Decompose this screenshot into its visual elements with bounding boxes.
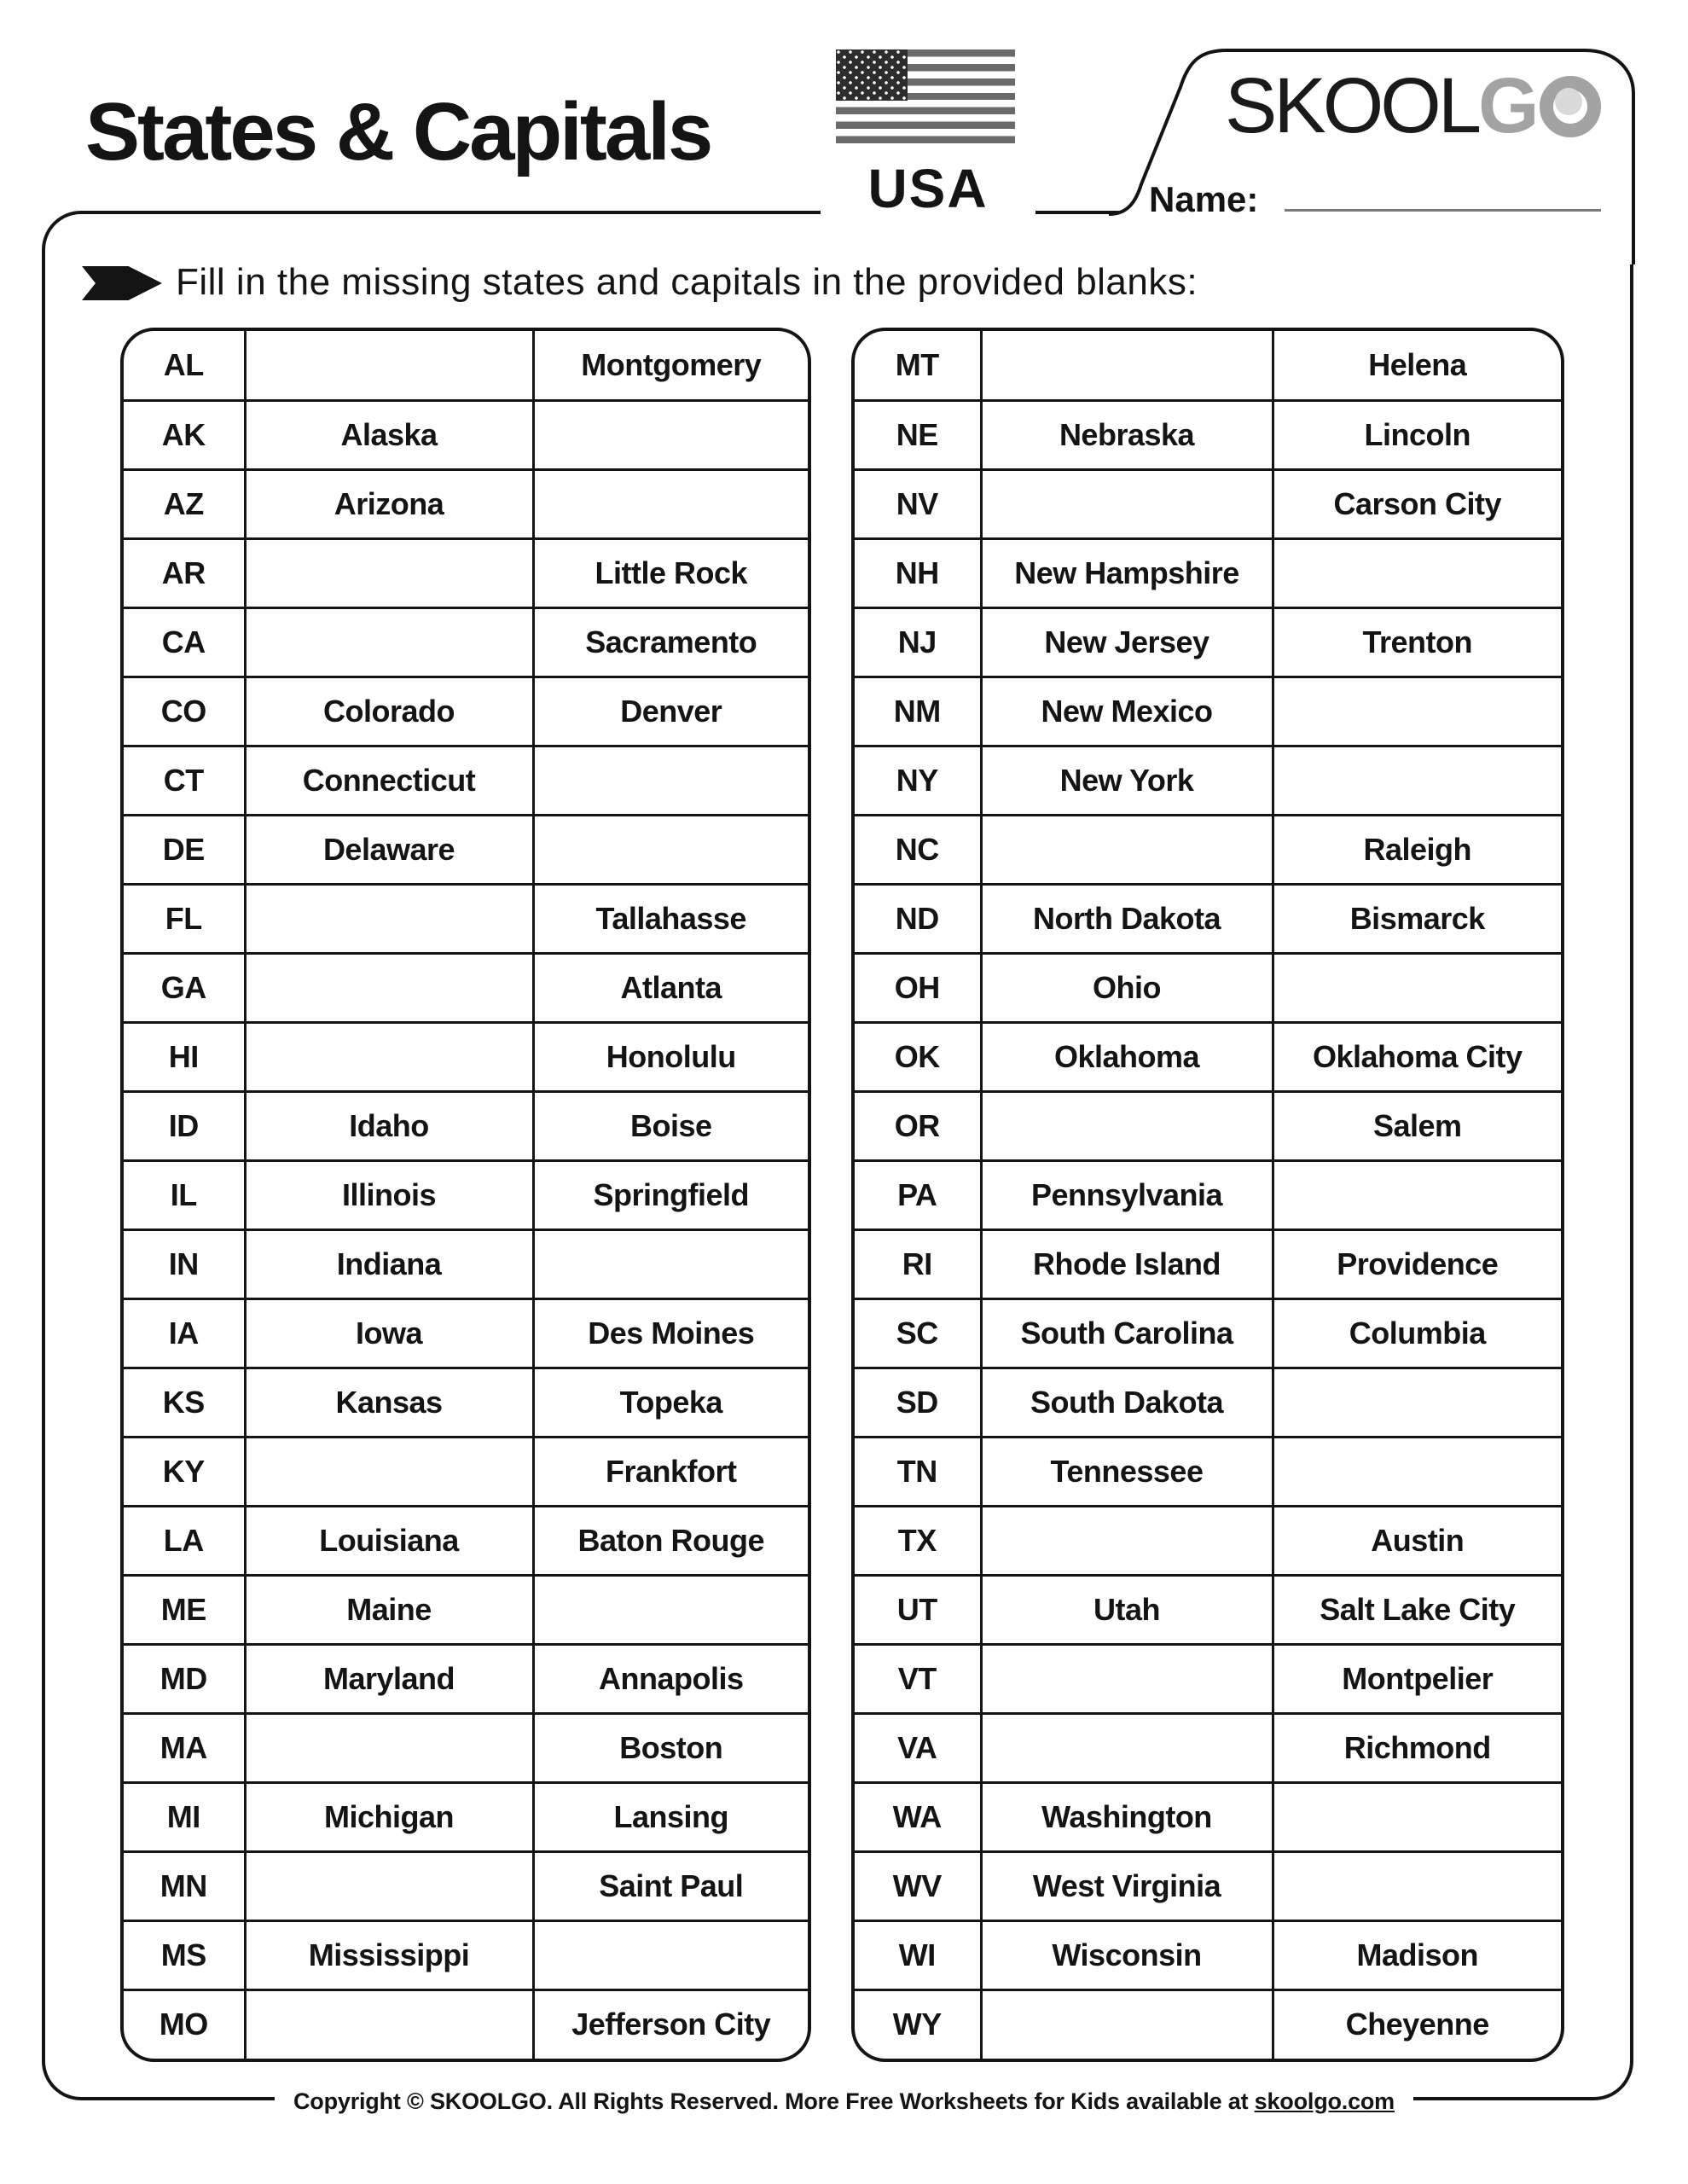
table-row [855,953,1561,1022]
state-cell: Tennessee [981,1437,1273,1506]
abbr-cell: HI [124,1022,245,1091]
abbr-cell: MT [855,331,981,400]
abbr-cell: WA [855,1782,981,1851]
table-row [855,331,1561,400]
magnifier-o-icon [1540,76,1601,137]
blank-state-cell[interactable] [245,1437,533,1506]
blank-capital-cell[interactable] [533,1229,808,1298]
capital-cell: Little Rock [533,538,808,607]
table-row [124,1782,808,1851]
capital-cell: Jefferson City [533,1989,808,2059]
table-row [124,1920,808,1989]
capital-cell: Sacramento [533,607,808,677]
capital-cell: Atlanta [533,953,808,1022]
abbr-cell: MA [124,1713,245,1782]
abbr-cell: VT [855,1644,981,1713]
country-label: USA [821,162,1035,217]
table-row [124,1368,808,1437]
blank-state-cell[interactable] [245,1022,533,1091]
state-cell: Maine [245,1575,533,1644]
capital-cell: Oklahoma City [1273,1022,1561,1091]
capital-cell: Salt Lake City [1273,1575,1561,1644]
table-row [124,331,808,400]
blank-state-cell[interactable] [981,815,1273,884]
flag-canton-stars [836,49,908,101]
blank-capital-cell[interactable] [533,469,808,538]
capital-cell: Bismarck [1273,884,1561,953]
blank-state-cell[interactable] [245,1851,533,1920]
name-input-line[interactable] [1285,209,1601,212]
state-cell: Colorado [245,677,533,746]
abbr-cell: OR [855,1091,981,1160]
state-cell: New York [981,746,1273,815]
usa-flag-icon [836,49,1015,143]
table-row [855,1851,1561,1920]
table-row [124,469,808,538]
state-cell: Utah [981,1575,1273,1644]
abbr-cell: WI [855,1920,981,1989]
state-cell: West Virginia [981,1851,1273,1920]
abbr-cell: PA [855,1160,981,1229]
state-cell: New Mexico [981,677,1273,746]
page-title: States & Capitals [85,86,711,177]
abbr-cell: NH [855,538,981,607]
table-row [855,607,1561,677]
abbr-cell: MO [124,1989,245,2059]
logo-text-gray: G [1478,62,1538,149]
capital-cell: Montgomery [533,331,808,400]
capital-cell: Providence [1273,1229,1561,1298]
abbr-cell: MS [124,1920,245,1989]
table-row [124,1644,808,1713]
abbr-cell: NE [855,400,981,469]
blank-state-cell[interactable] [981,1091,1273,1160]
table-row [855,1575,1561,1644]
blank-capital-cell[interactable] [1273,1437,1561,1506]
abbr-cell: CA [124,607,245,677]
state-cell: Connecticut [245,746,533,815]
state-cell: Michigan [245,1782,533,1851]
table-row [855,1022,1561,1091]
abbr-cell: CT [124,746,245,815]
blank-state-cell[interactable] [245,331,533,400]
table-row [124,1160,808,1229]
table-row [124,1298,808,1368]
abbr-cell: SC [855,1298,981,1368]
table-row [124,400,808,469]
table-row [124,1229,808,1298]
table-row [855,1506,1561,1575]
blank-state-cell[interactable] [981,1989,1273,2059]
abbr-cell: ID [124,1091,245,1160]
abbr-cell: RI [855,1229,981,1298]
abbr-cell: SD [855,1368,981,1437]
capital-cell: Des Moines [533,1298,808,1368]
abbr-cell: GA [124,953,245,1022]
capital-cell: Tallahasse [533,884,808,953]
table-row [855,538,1561,607]
states-table-left [120,328,811,2062]
table-row [124,1713,808,1782]
logo-text-black: SKOOL [1225,62,1479,149]
table-row [124,1851,808,1920]
abbr-cell: WY [855,1989,981,2059]
table-row [855,1160,1561,1229]
skoolgo-link[interactable]: skoolgo.com [1254,2088,1395,2114]
capital-cell: Denver [533,677,808,746]
blank-capital-cell[interactable] [1273,1368,1561,1437]
capital-cell: Annapolis [533,1644,808,1713]
state-cell: New Jersey [981,607,1273,677]
abbr-cell: NY [855,746,981,815]
table-row [855,1437,1561,1506]
blank-capital-cell[interactable] [533,400,808,469]
abbr-cell: IA [124,1298,245,1368]
state-cell: Iowa [245,1298,533,1368]
abbr-cell: LA [124,1506,245,1575]
table-row [855,884,1561,953]
abbr-cell: KY [124,1437,245,1506]
capital-cell: Honolulu [533,1022,808,1091]
state-cell: Maryland [245,1644,533,1713]
abbr-cell: NC [855,815,981,884]
blank-state-cell[interactable] [245,607,533,677]
capital-cell: Montpelier [1273,1644,1561,1713]
table-row [855,746,1561,815]
table-row [855,1644,1561,1713]
state-cell: Indiana [245,1229,533,1298]
state-cell: Alaska [245,400,533,469]
state-cell: Idaho [245,1091,533,1160]
table-row [124,953,808,1022]
blank-state-cell[interactable] [245,538,533,607]
abbr-cell: FL [124,884,245,953]
abbr-cell: MI [124,1782,245,1851]
instruction-text: Fill in the missing states and capitals in the provided blanks: [176,261,1198,303]
table-row [124,1989,808,2059]
blank-capital-cell[interactable] [1273,746,1561,815]
abbr-cell: AK [124,400,245,469]
capital-cell: Boise [533,1091,808,1160]
abbr-cell: AR [124,538,245,607]
table-row [855,1713,1561,1782]
table-row [855,1782,1561,1851]
table-row [855,815,1561,884]
name-label: Name: [1149,179,1259,219]
capital-cell: Cheyenne [1273,1989,1561,2059]
state-cell: Louisiana [245,1506,533,1575]
table-row [124,884,808,953]
table-left [124,331,808,2059]
capital-cell: Lincoln [1273,400,1561,469]
capital-cell: Columbia [1273,1298,1561,1368]
abbr-cell: DE [124,815,245,884]
table-row [855,469,1561,538]
blank-capital-cell[interactable] [1273,1851,1561,1920]
table-row [855,1091,1561,1160]
capital-cell: Boston [533,1713,808,1782]
state-cell: Pennsylvania [981,1160,1273,1229]
table-row [855,1989,1561,2059]
blank-capital-cell[interactable] [1273,1160,1561,1229]
blank-state-cell[interactable] [245,1989,533,2059]
state-cell: South Carolina [981,1298,1273,1368]
abbr-cell: OH [855,953,981,1022]
state-cell: Oklahoma [981,1022,1273,1091]
capital-cell: Austin [1273,1506,1561,1575]
state-cell: Illinois [245,1160,533,1229]
blank-state-cell[interactable] [981,469,1273,538]
blank-state-cell[interactable] [981,1644,1273,1713]
states-table-right [851,328,1564,2062]
state-cell: South Dakota [981,1368,1273,1437]
abbr-cell: VA [855,1713,981,1782]
blank-state-cell[interactable] [981,1713,1273,1782]
state-cell: Washington [981,1782,1273,1851]
abbr-cell: MN [124,1851,245,1920]
capital-cell: Saint Paul [533,1851,808,1920]
blank-capital-cell[interactable] [1273,1782,1561,1851]
table-row [124,677,808,746]
table-row [124,607,808,677]
abbr-cell: MD [124,1644,245,1713]
abbr-cell: OK [855,1022,981,1091]
state-cell: Arizona [245,469,533,538]
table-row [124,1575,808,1644]
table-row [855,1920,1561,1989]
state-cell: New Hampshire [981,538,1273,607]
capital-cell: Baton Rouge [533,1506,808,1575]
table-row [855,1229,1561,1298]
abbr-cell: ND [855,884,981,953]
capital-cell: Springfield [533,1160,808,1229]
blank-state-cell[interactable] [245,953,533,1022]
state-cell: Delaware [245,815,533,884]
table-row [855,1368,1561,1437]
table-row [124,538,808,607]
abbr-cell: NV [855,469,981,538]
capital-cell: Helena [1273,331,1561,400]
table-row [855,400,1561,469]
abbr-cell: AZ [124,469,245,538]
blank-state-cell[interactable] [245,884,533,953]
state-cell: Nebraska [981,400,1273,469]
blank-capital-cell[interactable] [1273,538,1561,607]
state-cell: Wisconsin [981,1920,1273,1989]
abbr-cell: IL [124,1160,245,1229]
table-row [855,1298,1561,1368]
table-row [124,1506,808,1575]
abbr-cell: TN [855,1437,981,1506]
state-cell: Kansas [245,1368,533,1437]
copyright-text: Copyright © SKOOLGO. All Rights Reserved. More Free Worksheets for Kids available at [293,2088,1255,2114]
table-row [855,677,1561,746]
blank-capital-cell[interactable] [533,815,808,884]
blank-state-cell[interactable] [245,1713,533,1782]
capital-cell: Carson City [1273,469,1561,538]
table-row [124,746,808,815]
blank-capital-cell[interactable] [533,1575,808,1644]
blank-capital-cell[interactable] [1273,953,1561,1022]
blank-capital-cell[interactable] [1273,677,1561,746]
blank-capital-cell[interactable] [533,746,808,815]
abbr-cell: NJ [855,607,981,677]
capital-cell: Lansing [533,1782,808,1851]
capital-cell: Frankfort [533,1437,808,1506]
capital-cell: Topeka [533,1368,808,1437]
blank-capital-cell[interactable] [533,1920,808,1989]
abbr-cell: AL [124,331,245,400]
blank-state-cell[interactable] [981,331,1273,400]
state-cell: North Dakota [981,884,1273,953]
abbr-cell: IN [124,1229,245,1298]
footer-copyright [0,2083,1688,2120]
capital-cell: Trenton [1273,607,1561,677]
abbr-cell: TX [855,1506,981,1575]
table-row [124,1091,808,1160]
table-row [124,1022,808,1091]
capital-cell: Salem [1273,1091,1561,1160]
state-cell: Ohio [981,953,1273,1022]
abbr-cell: WV [855,1851,981,1920]
abbr-cell: CO [124,677,245,746]
state-cell: Mississippi [245,1920,533,1989]
table-right [855,331,1561,2059]
abbr-cell: ME [124,1575,245,1644]
table-row [124,1437,808,1506]
abbr-cell: NM [855,677,981,746]
state-cell: Rhode Island [981,1229,1273,1298]
abbr-cell: UT [855,1575,981,1644]
skoolgo-logo [1225,62,1601,149]
capital-cell: Raleigh [1273,815,1561,884]
capital-cell: Richmond [1273,1713,1561,1782]
blank-state-cell[interactable] [981,1506,1273,1575]
table-row [124,815,808,884]
abbr-cell: KS [124,1368,245,1437]
capital-cell: Madison [1273,1920,1561,1989]
